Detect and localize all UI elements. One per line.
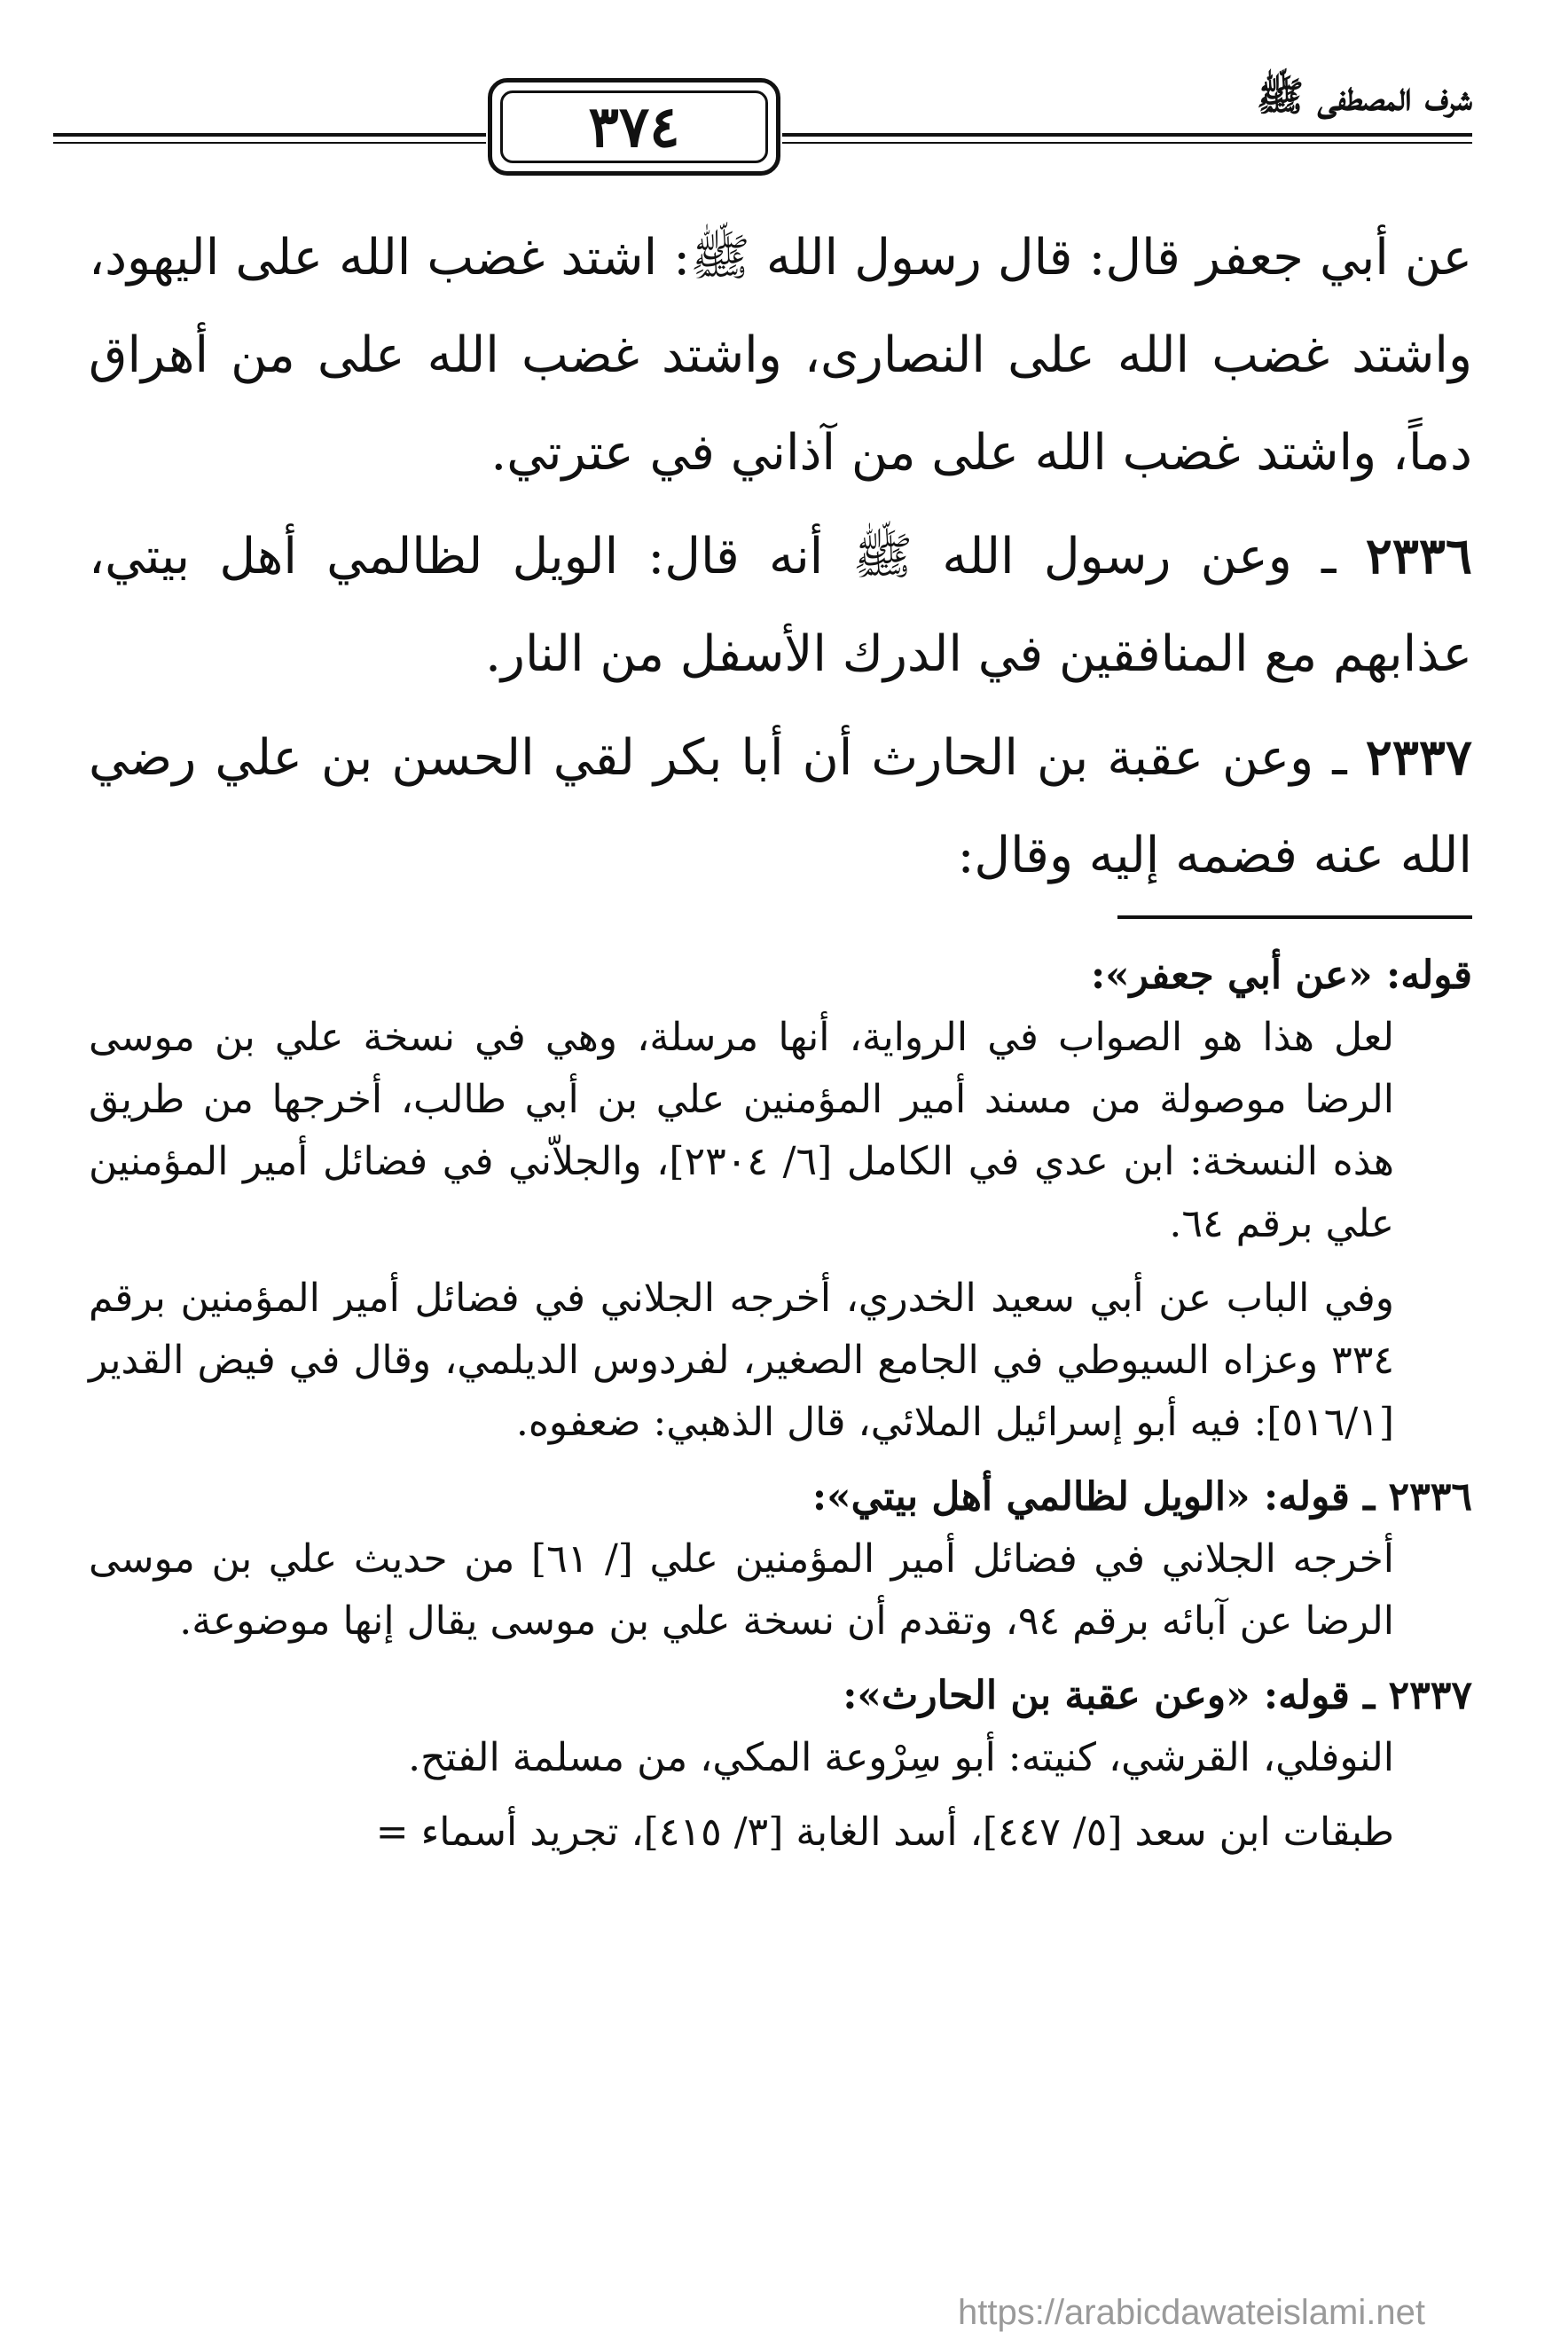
header-rule xyxy=(782,133,1472,137)
footnote-heading xyxy=(89,945,1472,1007)
footnote-paragraph: النوفلي، القرشي، كنيته: أبو سِرْوعة المكي، من مسلمة الفتح. xyxy=(408,1735,1394,1780)
footnote-heading xyxy=(89,1466,1472,1528)
footnote-paragraph: أخرجه الجلاني في فضائل أمير المؤمنين علي [/ ٦١] من حديث علي بن موسى الرضا عن آبائه برقم ٩٤، وتقدم أن نسخة علي بن موسى يقال إنها موضوعة. xyxy=(89,1536,1394,1644)
main-paragraph xyxy=(89,507,1472,703)
footnote-number: ٢٣٣٦ xyxy=(1388,1474,1472,1519)
footnotes xyxy=(89,945,1472,1876)
footnote-heading xyxy=(89,1665,1472,1727)
footnote xyxy=(89,945,1472,1454)
header-rule xyxy=(53,133,486,137)
header-rule xyxy=(782,142,1472,144)
footnote-paragraph: طبقات ابن سعد [٥/ ٤٤٧]، أسد الغابة [٣/ ٤١٥]، تجريد أسماء = xyxy=(375,1810,1394,1855)
watermark-url: https://arabicdawateislami.net xyxy=(958,2293,1425,2332)
book-title: شرف المصطفى ﷺ xyxy=(1256,75,1472,120)
hadith-number: ٢٣٣٧ xyxy=(1365,728,1472,787)
hadith-number: ٢٣٣٦ xyxy=(1365,527,1472,585)
main-paragraph xyxy=(89,709,1472,905)
hadith-text: عن أبي جعفر قال: قال رسول الله ﷺ: اشتد غضب الله على اليهود، واشتد غضب الله على النصارى، واشتد غضب الله على من أهراق دماً، واشتد غضب الله على من آذاني في عترتي. xyxy=(89,229,1472,482)
footnote-separator xyxy=(1117,915,1472,919)
main-text xyxy=(89,208,1472,910)
footnote-number: ٢٣٣٧ xyxy=(1388,1673,1472,1718)
footnote-paragraph: لعل هذا هو الصواب في الرواية، أنها مرسلة، وهي في نسخة علي بن موسى الرضا موصولة من مسند أمير المؤمنين علي بن أبي طالب، أخرجها من طريق هذه النسخة: ابن عدي في الكامل [٦/ ٢٣٠٤]، والجلاّني في فضائل أمير المؤمنين علي برقم ٦٤. xyxy=(89,1015,1394,1246)
main-paragraph xyxy=(89,208,1472,502)
hadith-text: ـ وعن عقبة بن الحارث أن أبا بكر لقي الحسن بن علي رضي الله عنه فضمه إليه وقال: xyxy=(89,729,1472,884)
page-header xyxy=(53,62,1472,186)
footnote-heading-text: قوله: «عن أبي جعفر»: xyxy=(1090,953,1472,998)
hadith-text: ـ وعن رسول الله ﷺ أنه قال: الويل لظالمي أهل بيتي، عذابهم مع المنافقين في الدرك الأسفل من النار. xyxy=(89,528,1472,683)
page-number: ٣٧٤ xyxy=(588,93,680,161)
footnote-paragraph: وفي الباب عن أبي سعيد الخدري، أخرجه الجلاني في فضائل أمير المؤمنين برقم ٣٣٤ وعزاه السيوطي في الجامع الصغير، لفردوس الديلمي، وقال في فيض القدير [٥١٦/١]: فيه أبو إسرائيل الملائي، قال الذهبي: ضعفوه. xyxy=(89,1276,1394,1445)
footnote-heading-text: ـ قوله: «وعن عقبة بن الحارث»: xyxy=(843,1673,1389,1718)
footnote xyxy=(89,1665,1472,1864)
page-number-frame xyxy=(488,78,780,176)
footnote xyxy=(89,1466,1472,1653)
header-rule xyxy=(53,142,486,144)
footnote-heading-text: ـ قوله: «الويل لظالمي أهل بيتي»: xyxy=(811,1474,1389,1519)
